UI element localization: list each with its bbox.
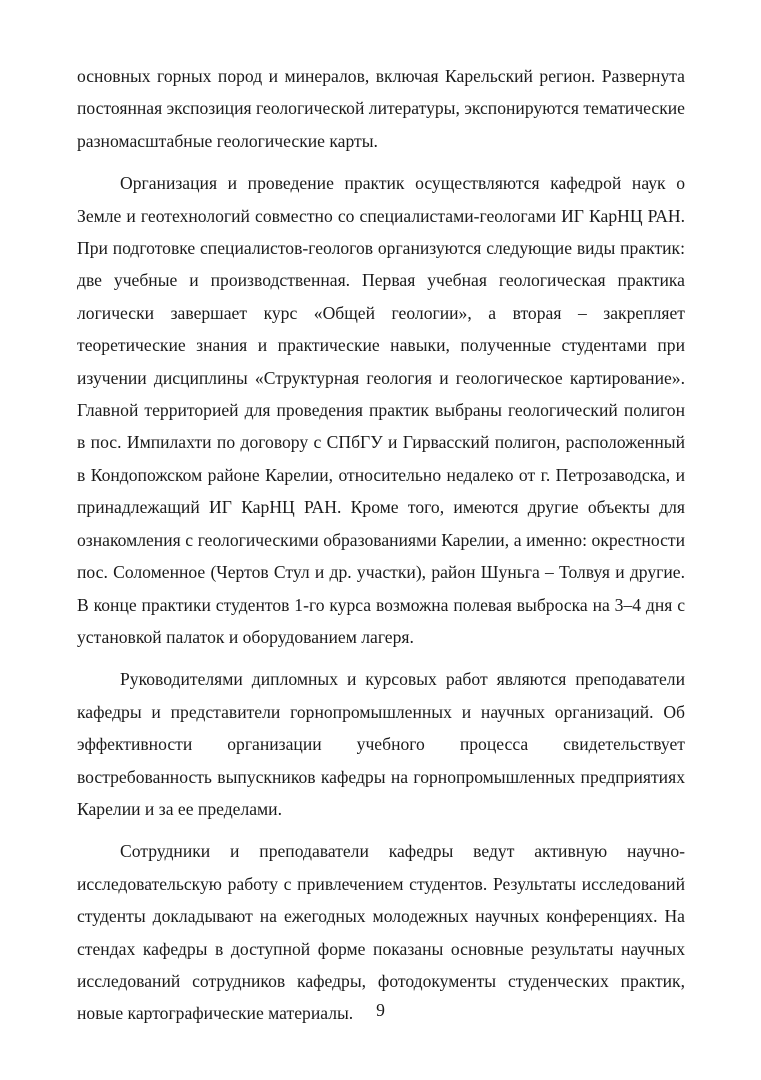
paragraph-4: Сотрудники и преподаватели кафедры ведут активную научно-исследовательскую работу с привлечением студентов. Результаты исследований студенты докладывают на ежегодных молодежных научных конференциях. На стендах кафедры в доступной форме показаны основные результаты научных исследований сотрудников кафедры, фотодокументы студенческих практик, новые картографические материалы. — [77, 841, 685, 1024]
paragraph-3: Руководителями дипломных и курсовых работ являются преподаватели кафедры и представители горнопромышленных и научных организаций. Об эффективности организации учебного процесса свидетельствует востребованность выпускников кафедры на горнопромышленных предприятиях Карелии и за ее пределами. — [77, 669, 685, 819]
page-body-text — [77, 60, 685, 1030]
paragraph-1: основных горных пород и минералов, включая Карельский регион. Развернута постоянная экспозиция геологической литературы, экспонируются тематические разномасштабные геологические карты. — [77, 66, 685, 151]
paragraph-2: Организация и проведение практик осуществляются кафедрой наук о Земле и геотехнологий совместно со специалистами-геологами ИГ КарНЦ РАН. При подготовке специалистов-геологов организуются следующие виды практик: две учебные и производственная. Первая учебная геологическая практика логически завершает курс «Общей геологии», а вторая – закрепляет теоретические знания и практические навыки, полученные студентами при изучении дисциплины «Структурная геология и геологическое картирование». Главной территорией для проведения практик выбраны геологический полигон в пос. Импилахти по договору с СПбГУ и Гирвасский полигон, расположенный в Кондопожском районе Карелии, относительно недалеко от г. Петрозаводска, и принадлежащий ИГ КарНЦ РАН. Кроме того, имеются другие объекты для ознакомления с геологическими образованиями Карелии, а именно: окрестности пос. Соломенное (Чертов Стул и др. участки), район Шуньга – Толвуя и другие. В конце практики студентов 1-го курса возможна полевая выброска на 3–4 дня с установкой палаток и оборудованием лагеря. — [77, 173, 685, 647]
page-number: 9 — [376, 1000, 385, 1020]
